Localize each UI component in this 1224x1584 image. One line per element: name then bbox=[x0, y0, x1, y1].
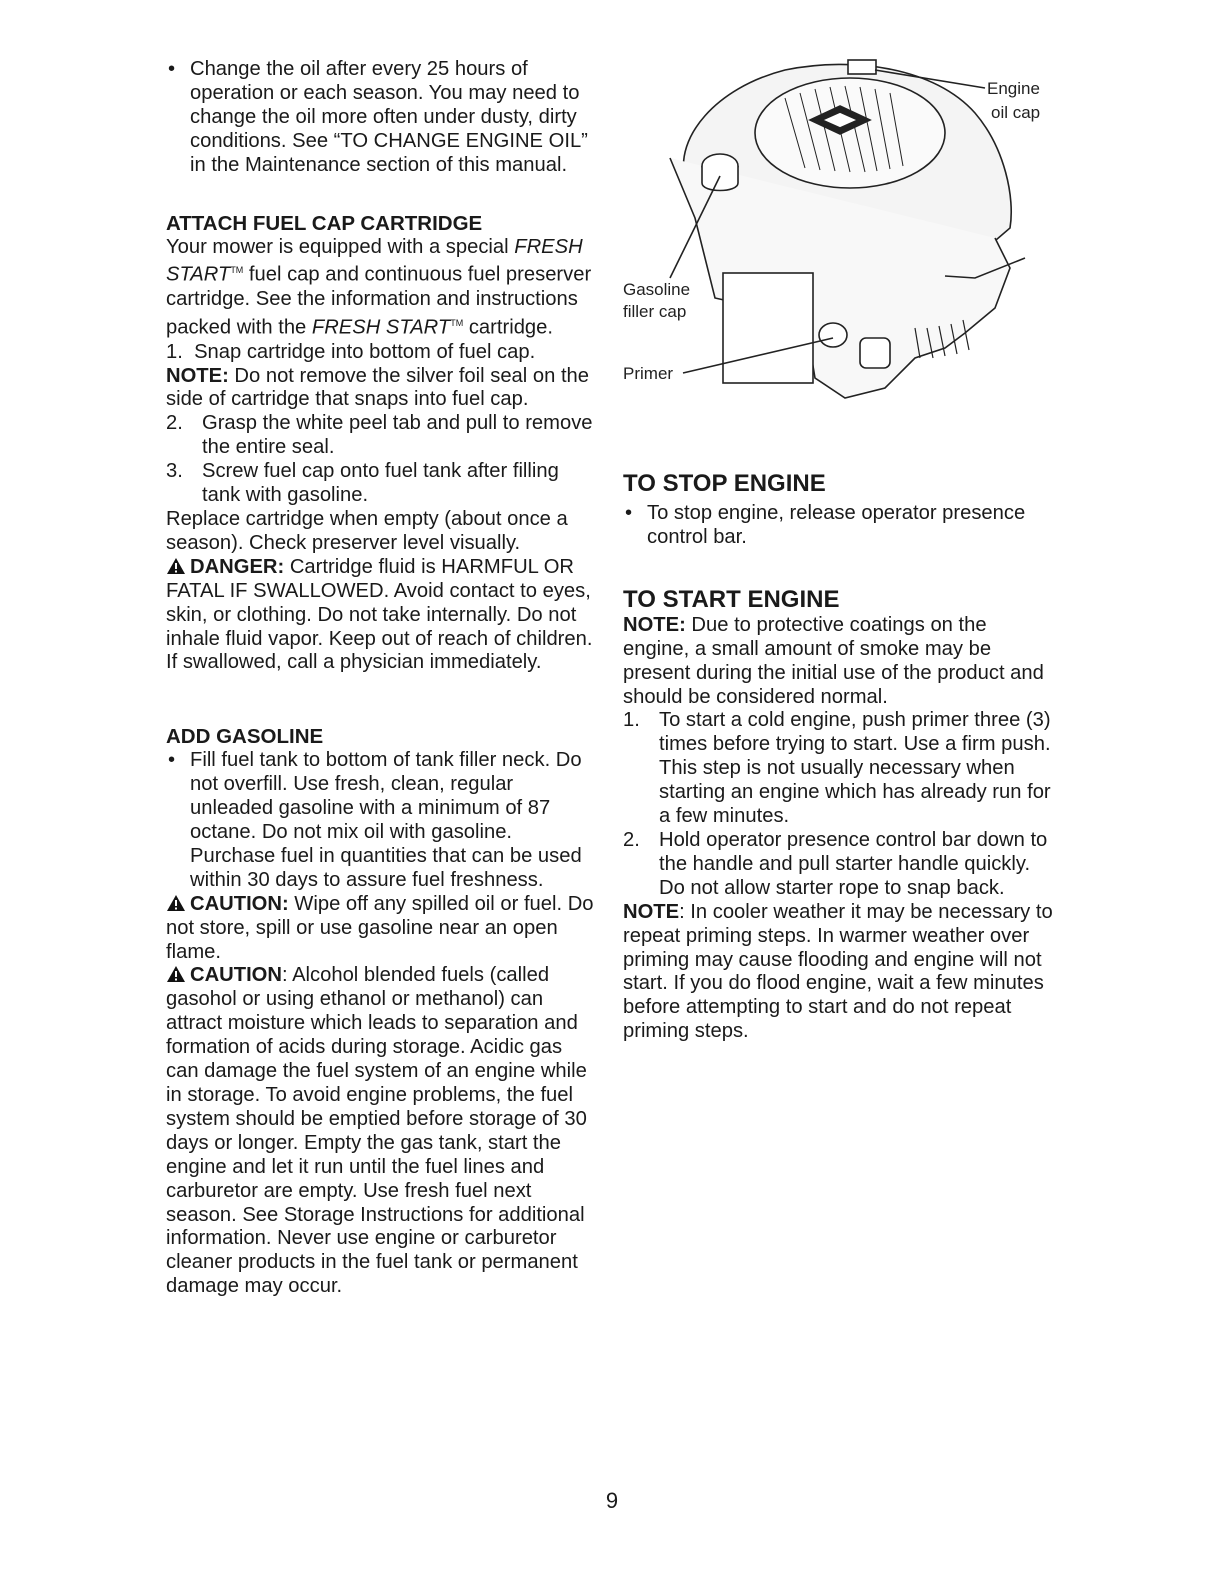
warning-triangle-icon bbox=[166, 965, 186, 983]
label-engine-oil-cap-1: Engine bbox=[987, 79, 1040, 98]
bullet-marker: • bbox=[168, 58, 176, 80]
brand-name: FRESH START bbox=[166, 235, 583, 287]
label-engine-oil-cap-2: oil cap bbox=[991, 103, 1041, 122]
fuel-cap-step-3: 3. Screw fuel cap onto fuel tank after filling tank with gasoline. bbox=[166, 460, 559, 507]
page-number: 9 bbox=[605, 1488, 619, 1513]
stop-engine-bullet: • To stop engine, release operator presence control bar. bbox=[625, 502, 1026, 548]
start-note-2: NOTE: In cooler weather it may be necessary to repeat priming steps. In warmer weather over priming may cause flooding and engine will not start. If you do flood engine, wait a few minutes before attempting to start and do not repeat priming steps. bbox=[623, 900, 1053, 1043]
start-engine-heading: TO START ENGINE bbox=[623, 585, 840, 613]
fuel-cap-intro: Your mower is equipped with a special FRESH START™ fuel cap and continuous fuel preserver cartridge. See the information and instructions packed with the FRESH START™ cartridge. bbox=[166, 235, 592, 339]
warning-triangle-icon bbox=[166, 557, 186, 575]
caution-2: CAUTION: Alcohol blended fuels (called gasohol or using ethanol or methanol) can attract moisture which leads to separation and formation of acids during storage. Acidic gas can damage the fuel system of an engine while in storage. To avoid engine problems, the fuel system should be emptied before storage of 30 days or longer. Empty the gas tank, start the engine and let it run until the fuel lines and carburetor are empty. Use fresh fuel next season. See Storage Instructions for additional information. Never use engine or carburetor cleaner products in the fuel tank or permanent damage may occur. bbox=[166, 964, 587, 1298]
right-column bbox=[623, 470, 1053, 1044]
caution-1: CAUTION: Wipe off any spilled oil or fuel. Do not store, spill or use gasoline near an open flame. bbox=[166, 892, 594, 963]
danger-warning: DANGER: Cartridge fluid is HARMFUL OR FATAL IF SWALLOWED. Avoid contact to eyes, skin, or clothing. Do not take internally. Do not inhale fluid vapor. Keep out of reach of children. If swallowed, call a physician immediately. bbox=[166, 555, 593, 674]
fuel-cap-note: NOTE: Do not remove the silver foil seal on the side of cartridge that snaps into fuel cap. bbox=[166, 364, 590, 411]
replace-cartridge-text: Replace cartridge when empty (about once a season). Check preserver level visually. bbox=[166, 507, 568, 554]
oil-change-text: Change the oil after every 25 hours of operation or each season. You may need to change the oil more often under dusty, dirty conditions. See “TO CHANGE ENGINE OIL” in the Maintenance section of this manual. bbox=[190, 58, 588, 176]
start-step-2: 2. Hold operator presence control bar down to the handle and pull starter handle quickly. Do not allow starter rope to snap back. bbox=[623, 828, 1048, 899]
label-primer: Primer bbox=[623, 364, 674, 383]
left-column bbox=[166, 58, 596, 1299]
start-note-1: NOTE: Due to protective coatings on the engine, a small amount of smoke may be present during the initial use of the product and should be considered normal. bbox=[623, 613, 1044, 708]
oil-change-bullet bbox=[166, 58, 596, 178]
label-gasoline-filler-cap-1: Gasoline bbox=[623, 280, 691, 299]
fuel-cap-step-2: 2. Grasp the white peel tab and pull to remove the entire seal. bbox=[166, 412, 593, 459]
trademark-2: TM bbox=[450, 317, 464, 328]
label-gasoline-filler-cap-2: filler cap bbox=[623, 302, 687, 321]
brand-name-2: FRESH START bbox=[311, 316, 451, 339]
trademark: TM bbox=[230, 265, 244, 276]
gasoline-bullet: • Fill fuel tank to bottom of tank filler neck. Do not overfill. Use fresh, clean, regular unleaded gasoline with a minimum of 87 octane. Do not mix oil with gasoline. Purchase fuel in quantities that can be used within 30 days to assure fuel freshness. bbox=[168, 749, 582, 891]
bullet-marker: • bbox=[168, 749, 176, 772]
start-step-1: 1. To start a cold engine, push primer three (3) times before trying to start. Use a firm push. This step is not usually necessary when starting an engine which has already run for a few minutes. bbox=[623, 709, 1051, 828]
fuel-cap-heading: ATTACH FUEL CAP CARTRIDGE bbox=[166, 211, 483, 235]
bullet-marker: • bbox=[625, 502, 633, 524]
fuel-cap-step-1: 1. Snap cartridge into bottom of fuel cap. bbox=[166, 340, 536, 363]
stop-engine-heading: TO STOP ENGINE bbox=[623, 470, 826, 497]
warning-triangle-icon bbox=[166, 894, 186, 912]
engine-figure bbox=[615, 58, 1055, 403]
add-gasoline-heading: ADD GASOLINE bbox=[166, 725, 324, 749]
